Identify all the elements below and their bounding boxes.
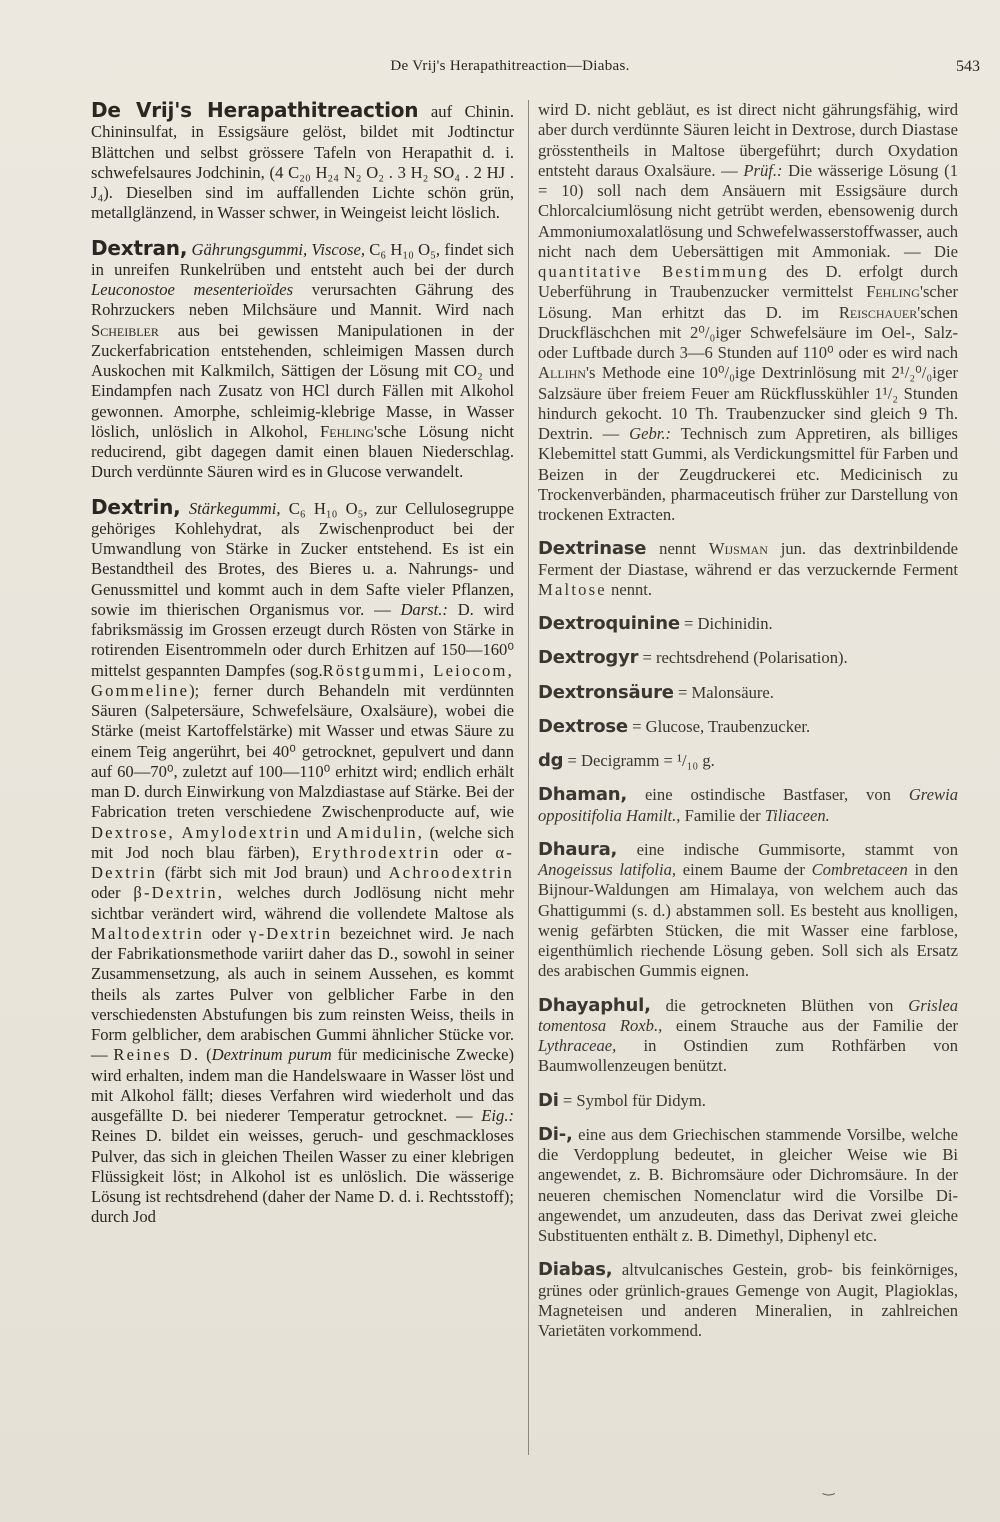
spaced-term: Maltodextrin <box>91 923 205 943</box>
entry-text: = Malonsäure. <box>677 682 774 702</box>
entry-text: = Dichinidin. <box>684 614 773 633</box>
headword-dextronsaeure: Dextronsäure <box>538 681 674 703</box>
latin-name: Anogeissus latifolia, <box>538 860 677 879</box>
section-label: Prüf.: <box>743 160 783 180</box>
right-column <box>538 100 958 1341</box>
headword-dextrin: Dextrin, <box>91 494 181 519</box>
headword-dextroquinine: Dextroquinine <box>538 613 680 634</box>
page-number: 543 <box>956 58 980 75</box>
headword-di: Di <box>538 1089 559 1111</box>
column-divider <box>528 100 529 1455</box>
latin-name: Grislea tomentosa Roxb., <box>538 995 958 1035</box>
author-name: Reischauer <box>838 302 918 322</box>
entry-text: = Decigramm = ¹/₁₀ g. <box>567 751 715 770</box>
headword-dextrogyr: Dextrogyr <box>538 647 639 669</box>
family-name: Combretaceen <box>811 860 908 879</box>
entry-text: 'scher Lösung. Man erhitzt das D. im <box>538 282 958 322</box>
entry-dhaman <box>538 785 958 826</box>
entry-text: D. wird fabriksmässig im Grossen erzeugt durch Rösten von Stärke in rotirenden Eisentrommeln oder durch Erhitzen auf 150—160⁰ mittelst gespannten Dampfes (sog. <box>91 599 514 680</box>
spaced-term: β-Dextrin, <box>133 883 225 903</box>
entry-text: des D. erfolgt durch Ueberführung in Traubenzucker vermittelst <box>538 262 958 302</box>
entry-text: eine aus dem Griechischen stammende Vorsilbe, welche die Verdopplung bedeutet, in gleicher Weise wie Bi angewendet, z. B. Bichromsäure oder Dichromsäure. In der neueren chemischen Nomenclatur wird die Vorsilbe Di- angewendet, um anzudeuten, dass das Derivat zwei gleiche Substituenten enthält z. B. Dimethyl, Diphenyl etc. <box>538 1124 958 1245</box>
entry-text: = Symbol für Didym. <box>562 1090 706 1110</box>
entry-text: nennt. <box>611 579 653 599</box>
entry-text: C₆ H₁₀ O₅, zur Cellulosegruppe gehöriges Kohlehydrat, als Zwischenproduct bei der Umwandlung von Stärke in Zucker entstehend. Es ist ein Bestandtheil des Brotes, des Bieres u. a. Nahrungs- und Genussmittel und kommt auch in dem Safte vieler Pflanzen, sowie im thierischen Organismus vor. — <box>91 498 514 619</box>
entry-text: Reines D. bildet ein weisses, geruch- und geschmackloses Pulver, das sich in gleichen Theilen Wasser zu einer klebrigen Flüssigkeit löst; in Alkohol ist es unlöslich. Die wässerige Lösung ist rechtsdrehend (daher der Name D. d. i. Rechtsstoff); durch Jod <box>91 1126 514 1227</box>
headword-dextrinase: Dextrinase <box>538 538 647 560</box>
author-name: Fehling <box>866 282 920 302</box>
spaced-term: Maltose <box>538 579 607 599</box>
entry-di-prefix <box>538 1125 958 1247</box>
headword-di-prefix: Di-, <box>538 1123 573 1145</box>
section-label: Darst.: <box>400 599 448 619</box>
entry-text: verursachten Gährung des Rohrzuckers neben Milchsäure und Mannit. Wird nach <box>91 280 514 320</box>
latin-name: Grewia oppositifolia Hamilt. <box>538 785 958 825</box>
spaced-term: Röstgummi, Leiocom, Gommeline <box>91 660 514 700</box>
section-label: Gebr.: <box>629 424 672 443</box>
entry-text: und <box>306 822 332 842</box>
end-mark: ‿ <box>823 1480 835 1496</box>
left-column <box>91 100 514 1228</box>
spaced-term: Erythrodextrin <box>312 842 441 862</box>
entry-text: wird D. nicht gebläut, es ist direct nicht gährungsfähig, wird aber durch verdünnte Säuren leicht in Dextrose, durch Diastase grösstentheils in Maltose übergeführt; durch Oxydation entsteht daraus Oxalsäure. — <box>538 100 958 180</box>
entry-text: (färbt sich mit Jod braun) und <box>164 863 381 882</box>
entry-text: = Glucose, Traubenzucker. <box>632 716 811 736</box>
entry-text: oder <box>91 883 121 903</box>
author-name: Allihn <box>538 363 586 383</box>
entry-text: oder <box>453 842 483 862</box>
entry-dextroquinine <box>538 614 958 634</box>
entry-text: 'sche Lösung nicht reducirend, gibt dagegen damit einen blauen Niederschlag. Durch verdünnte Säuren wird es in Glucose verwandelt. <box>91 421 515 482</box>
headword-dg: dg <box>538 750 564 771</box>
entry-text: Technisch zum Appretiren, als billiges Klebemittel statt Gummi, als Verdickungsmittel für Farben und Beizen in der Zeugdruckerei etc. Medicinisch zu Trockenverbänden, pharmaceutisch früher zur Darstellung von trockenen Extracten. <box>538 424 958 524</box>
spaced-term: Amidulin, <box>336 822 425 842</box>
synonym: Stärkegummi, <box>188 498 281 518</box>
latin-name: Dextrinum purum <box>211 1045 332 1065</box>
author-name: Wijsman <box>708 539 768 559</box>
headword-dextrose: Dextrose <box>538 715 628 737</box>
family-name: Lythraceae, <box>538 1036 617 1055</box>
headword-dhaura: Dhaura, <box>538 838 618 860</box>
running-title: De Vrij's Herapathitreaction—Diabas. <box>390 58 630 74</box>
entry-dextrose <box>538 717 958 737</box>
spaced-term: Achroodextrin <box>388 863 514 882</box>
spaced-term: γ-Dextrin <box>249 923 333 943</box>
entry-text: die getrockneten Blüthen von <box>665 995 894 1015</box>
entry-text: nennt <box>659 539 697 559</box>
entry-dextrin-continued <box>538 100 958 525</box>
entry-text: = rechtsdrehend (Polarisation). <box>642 648 848 668</box>
entry-text: eine indische Gummisorte, stammt von <box>636 839 958 859</box>
spaced-term: Dextrose, Amylodextrin <box>91 822 301 842</box>
synonym: Gährungsgummi, Viscose, <box>191 239 366 259</box>
entry-dextrogyr <box>538 648 958 668</box>
entry-text: oder <box>211 923 242 943</box>
entry-text: in Ostindien zum Rothfärben von Baumwollenzeugen benützt. <box>538 1036 958 1076</box>
entry-diabas <box>538 1260 958 1341</box>
entry-devrij <box>91 100 514 224</box>
entry-text: Die wässerige Lösung (1 = 10) soll nach dem Ansäuern mit Essigsäure durch Chlorcalciumlösung nicht getrübt werden, ebensowenig durch Ammoniumoxalatlösung und Schwefelwasserstoffwasser, auch nicht nach dem Uebersättigen mit Ammoniak. — Die <box>538 160 958 261</box>
headword-dhayaphul: Dhayaphul, <box>538 994 651 1016</box>
entry-text: ( <box>206 1045 212 1065</box>
entry-text: 'schen Druckfläschchen mit 2⁰/₀iger Schwefelsäure im Oel-, Salz- oder Luftbade durch 3—6 Stunden auf 110⁰ oder es wird nach <box>538 302 958 362</box>
entry-dhayaphul <box>538 996 958 1077</box>
entry-text: welches durch Jodlösung nicht mehr sichtbar verändert wird, während die vollendete Maltose als <box>91 883 514 923</box>
entry-di-symbol <box>538 1091 958 1111</box>
entry-dhaura <box>538 840 958 982</box>
entry-text: 's Methode eine 10⁰/₀ige Dextrinlösung mit 2¹/₂⁰/₀iger Salzsäure über freiem Feuer am Rückflusskühler 1¹/₂ Stunden hindurch gekocht. 10 Th. Traubenzucker sind gleich 9 Th. Dextrin. — <box>538 363 958 443</box>
spaced-term: quantitative Bestimmung <box>538 262 769 281</box>
entry-text: C₆ H₁₀ O₅, findet sich in unreifen Runkelrüben und entsteht auch bei der durch <box>91 239 514 279</box>
section-label: Eig.: <box>481 1106 514 1125</box>
entry-text: in den Bijnour-Waldungen am Himalaya, von welchem auch das Ghattigummi (s. d.) abstammen soll. Es besteht aus knolligen, wenig gefärbten Stücken, die mit Wasser eine farblose, eigenthümlich riechende Lösung geben. Soll sich als Ersatz des arabischen Gummis eignen. <box>538 860 959 981</box>
headword-diabas: Diabas, <box>538 1259 613 1281</box>
entry-dextrin <box>91 494 515 1228</box>
entry-text: (welche sich mit Jod noch blau färben), <box>91 822 515 862</box>
entry-dextronsaeure <box>538 683 958 703</box>
spaced-term: Reines D. <box>113 1045 201 1065</box>
entry-text: altvulcanisches Gestein, grob- bis feinkörniges, grünes oder grünlich-graues Gemenge von Augit, Plagioklas, Magneteisen und anderen Mineralien, in zahlreichen Varietäten vorkommend. <box>538 1260 958 1340</box>
spaced-term: α-Dextrin <box>91 842 515 882</box>
entry-text: aus bei gewissen Manipulationen in der Zuckerfabrication entstehenden, schleimigen Massen durch Auskochen mit Kalkmilch, Sättigen der Lösung mit CO₂ und Eindampfen nach Zusatz von HCl durch Fällen mit Alkohol gewonnen. Amorphe, schleimig-klebrige Masse, in Wasser löslich, unlöslich in Alkohol, <box>91 320 514 441</box>
entry-text: für medicinische Zwecke) wird erhalten, indem man die Handelswaare in Wasser löst und mit Alkohol fällt; dieses Verfahren wird wiederholt und das ausgefällte D. bei niederer Temperatur getrocknet. — <box>91 1045 515 1125</box>
entry-text: , Familie der <box>676 805 761 825</box>
entry-text: bezeichnet wird. Je nach der Fabrikationsmethode variirt daher das D., sowohl in seiner Zusammensetzung, als auch in seinem Aussehen, es kommt theils als zartes Pulver von gelblicher Farbe in den verschiedensten Abstufungen bis zum reinsten Weiss, theils in Form gelblicher, dem arabischen Gummi ähnlicher Stücke vor. — <box>91 923 515 1065</box>
entry-text: ); ferner durch Behandeln mit verdünnten Säuren (Salpetersäure, Schwefelsäure, Oxalsäure), wobei die Stärke (meist Kartoffelstärke) mit Wasser und etwas Säure zu einem Teig angerührt, bei 40⁰ getrocknet, gepulvert und dann auf 60—70⁰, zuletzt auf 100—110⁰ erhitzt wird; endlich erhält man D. durch Einwirkung von Malzdiastase auf Stärke. Bei der Fabrication treten verschiedene Zwischenproducte auf, wie <box>91 680 514 822</box>
author-name: Scheibler <box>91 320 159 340</box>
family-name: Tiliaceen. <box>764 805 830 825</box>
organism-name: Leuconostoe mesenterioïdes <box>91 280 294 299</box>
running-head <box>0 58 1000 82</box>
entry-text: einem Baume der <box>682 860 805 879</box>
entry-text: einem Strauche aus der Familie der <box>675 1015 958 1035</box>
entry-text: jun. das dextrinbildende Ferment der Diastase, während er das verzuckernde Ferment <box>538 539 958 579</box>
entry-dextran <box>91 235 515 483</box>
entry-text: auf Chinin. Chininsulfat, in Essigsäure gelöst, bildet mit Jodtinctur Blättchen und selbst grössere Tafeln von Herapathit d. i. schwefelsaures Jodchinin, (4 C₂₀ H₂₄ N₂ O₂ . 3 H₂ SO₄ . 2 HJ . J₄). Dieselben sind im auffallenden Lichte schön grün, metallglänzend, in Wasser schwer, in Weingeist leicht löslich. <box>91 102 515 223</box>
reagent-name: Fehling <box>320 421 374 441</box>
headword-dhaman: Dhaman, <box>538 784 628 806</box>
headword-dextran: Dextran, <box>91 235 188 260</box>
entry-dextrinase <box>538 539 958 600</box>
headword-devrij: De Vrij's Herapathitreaction <box>91 98 419 122</box>
entry-text: eine ostindische Bastfaser, von <box>644 785 891 805</box>
entry-dg <box>538 751 958 771</box>
